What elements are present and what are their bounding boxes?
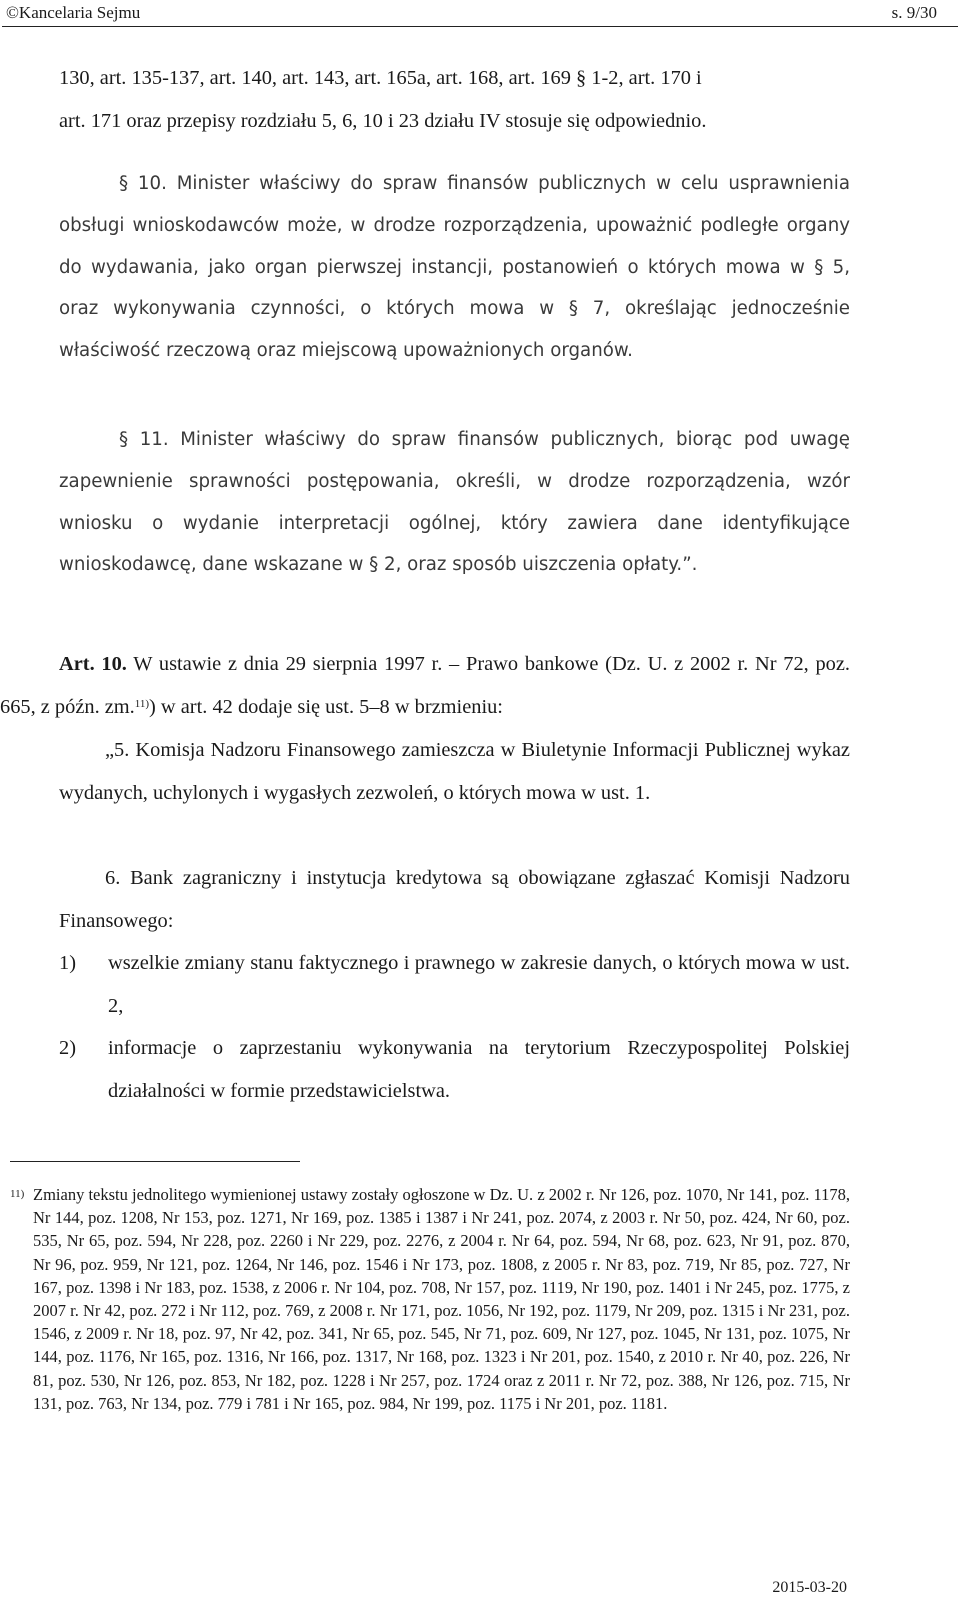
paragraph-10-text xyxy=(59,163,850,372)
footnote-text: Zmiany tekstu jednolitego wymienionej ustawy zostały ogłoszone w Dz. U. z 2002 r. Nr 126, poz. 1070, Nr 141, poz. 1178, Nr 144, poz. 1208, Nr 153, poz. 1271, Nr 169, poz. 1385 i 1387 i Nr 241, poz. 2074, z 2003 r. Nr 50, poz. 424, Nr 60, poz. 535, Nr 65, poz. 594, Nr 228, poz. 2260 i Nr 229, poz. 2276, z 2004 r. Nr 64, poz. 594, Nr 68, poz. 623, Nr 91, poz. 870, Nr 96, poz. 959, Nr 121, poz. 1264, Nr 146, poz. 1546 i Nr 173, poz. 1808, z 2005 r. Nr 83, poz. 719, Nr 85, poz. 727, Nr 167, poz. 1398 i Nr 183, poz. 1538, z 2006 r. Nr 104, poz. 708, Nr 157, poz. 1119, Nr 190, poz. 1401 i Nr 245, poz. 1775, z 2007 r. Nr 42, poz. 272 i Nr 112, poz. 769, z 2008 r. Nr 171, poz. 1056, Nr 192, poz. 1179, Nr 209, poz. 1315 i Nr 231, poz. 1546, z 2009 r. Nr 18, poz. 97, Nr 42, poz. 341, Nr 65, poz. 545, Nr 71, poz. 609, Nr 127, poz. 1045, Nr 131, poz. 1075, Nr 144, poz. 1176, Nr 165, poz. 1316, Nr 166, poz. 1317, Nr 168, poz. 1323 i Nr 201, poz. 1540, z 2010 r. Nr 40, poz. 226, Nr 81, poz. 530, Nr 126, poz. 853, Nr 182, poz. 1228 i Nr 257, poz. 1724 oraz z 2011 r. Nr 72, poz. 388, Nr 126, poz. 715, Nr 131, poz. 763, Nr 134, poz. 779 i 781 i Nr 165, poz. 984, Nr 199, poz. 1175 i Nr 201, poz. 1181. xyxy=(33,1185,850,1413)
ust-5 xyxy=(59,729,850,814)
paragraph-10-body: Minister właściwy do spraw finansów publicznych w celu usprawnienia obsługi wnioskodawców może, w drodze rozporządzenia, upoważnić podległe organy do wydawania, jako organ pierwszej instancji, postanowień o których mowa w § 5, oraz wykonywania czynności, o których mowa w § 7, określając jednocześnie właściwość rzeczową oraz miejscową upoważnionych organów. xyxy=(59,173,850,362)
ust-6 xyxy=(59,857,850,942)
ust-6-text: 6. Bank zagraniczny i instytucja kredytowa są obowiązane zgłaszać Komisji Nadzoru Finansowego: xyxy=(59,867,850,932)
paragraph-11 xyxy=(59,419,850,586)
paragraph-10-mark: § 10. xyxy=(119,173,167,194)
footer-date: 2015-03-20 xyxy=(772,1579,847,1596)
footnote-divider xyxy=(10,1161,300,1162)
list-item-number: 2) xyxy=(59,1037,76,1059)
header-divider xyxy=(2,26,958,27)
continuation-block xyxy=(59,57,850,142)
paragraph-11-text xyxy=(59,419,850,586)
footnote xyxy=(10,1183,850,1415)
article-10-body-b: ) w art. 42 dodaje się ust. 5–8 w brzmieniu: xyxy=(149,695,503,718)
paragraph-11-body: Minister właściwy do spraw finansów publicznych, biorąc pod uwagę zapewnienie sprawności postępowania, określi, w drodze rozporządzenia, wzór wniosku o wydanie interpretacji ogólnej, który zawiera dane identyfikujące wnioskodawcę, dane wskazane w § 2, oraz sposób uiszczenia opłaty.”. xyxy=(59,429,850,576)
article-10-label: Art. 10. xyxy=(59,653,127,675)
ust-5-text: „5. Komisja Nadzoru Finansowego zamieszcza w Biuletynie Informacji Publicznej wykaz wydanych, uchylonych i wygasłych zezwoleń, o których mowa w ust. 1. xyxy=(59,739,850,804)
footnote-ref[interactable]: 11) xyxy=(134,697,150,710)
continuation-line-1: 130, art. 135-137, art. 140, art. 143, art. 165a, art. 168, art. 169 § 1-2, art. 170 i xyxy=(59,67,702,89)
continuation-line-2: art. 171 oraz przepisy rozdziału 5, 6, 10 i 23 działu IV stosuje się odpowiednio. xyxy=(59,109,707,132)
paragraph-11-mark: § 11. xyxy=(119,429,169,450)
list-item xyxy=(59,1027,850,1112)
header-page-number: s. 9/30 xyxy=(891,3,937,22)
header-publisher: ©Kancelaria Sejmu xyxy=(6,3,141,22)
list-item-number: 1) xyxy=(59,952,76,974)
paragraph-10 xyxy=(59,163,850,372)
list-item-text: wszelkie zmiany stanu faktycznego i prawnego w zakresie danych, o których mowa w ust. 2, xyxy=(108,952,850,1017)
article-10-text xyxy=(0,643,850,728)
enumerated-list xyxy=(59,942,850,1112)
list-item-text: informacje o zaprzestaniu wykonywania na terytorium Rzeczypospolitej Polskiej działalności w formie przedstawicielstwa. xyxy=(108,1037,850,1102)
article-10-body-a: W ustawie z dnia 29 sierpnia 1997 r. – Prawo bankowe (Dz. U. z 2002 r. Nr 72, poz. 665, z późn. zm. xyxy=(0,653,851,718)
list-item xyxy=(59,942,850,1027)
article-10 xyxy=(0,643,850,728)
page-header xyxy=(0,0,960,28)
footnote-mark: 11) xyxy=(10,1188,25,1200)
